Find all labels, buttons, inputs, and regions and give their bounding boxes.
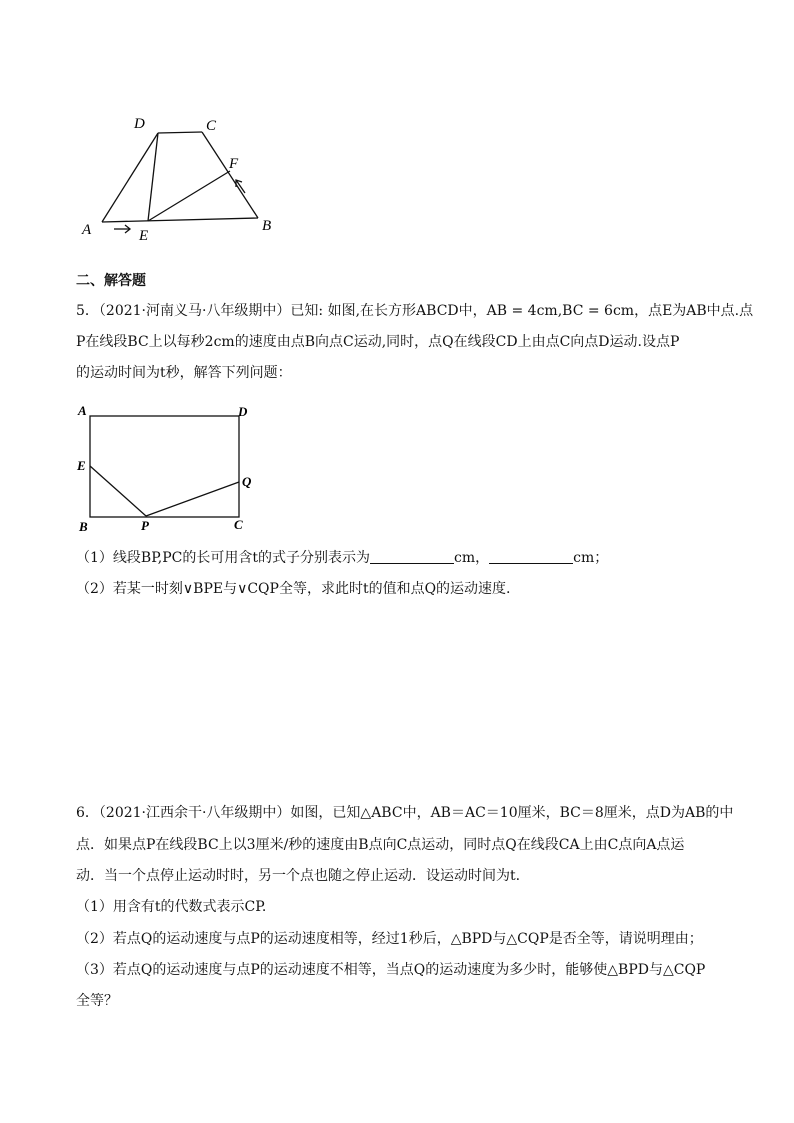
rectangle-figure <box>70 400 270 535</box>
q6-sub3b: 全等？ <box>76 993 118 1009</box>
q6-sub1: （1）用含有t的代数式表示CP. <box>76 899 267 915</box>
label-q: Q <box>242 474 252 489</box>
label-c: C <box>234 517 243 532</box>
q6-line2: 点．如果点P在线段BC上以3厘米/秒的速度由B点向C点运动，同时点Q在线段CA上由C点向A点运 <box>76 837 685 853</box>
q5-sub1 <box>76 547 608 569</box>
vertex-label-e: E <box>139 228 149 244</box>
vertex-label-b: B <box>262 218 272 234</box>
answer-blank-pc[interactable] <box>489 549 573 564</box>
q5-sub1-text: （1）线段BP,PC的长可用含t的式子分别表示为 <box>76 550 370 566</box>
q6-sub3: （3）若点Q的运动速度与点P的运动速度不相等，当点Q的运动速度为多少时，能够使△BPD与△CQP <box>76 962 706 978</box>
label-b: B <box>79 519 88 534</box>
q5-sub1-unit2: cm； <box>573 550 609 566</box>
vertex-label-f: F <box>229 156 239 172</box>
answer-blank-bp[interactable] <box>370 549 454 564</box>
label-p: P <box>141 518 149 533</box>
q5-line2: P在线段BC上以每秒2cm的速度由点B向点C运动,同时，点Q在线段CD上由点C向点D运动.设点P <box>76 334 680 350</box>
trapezoid-figure <box>70 105 290 250</box>
vertex-label-c: C <box>206 118 217 134</box>
vertex-label-d: D <box>134 116 145 132</box>
q5-line3: 的运动时间为t秒，解答下列问题： <box>76 365 292 381</box>
label-d: D <box>238 404 248 419</box>
q6-sub2: （2）若点Q的运动速度与点P的运动速度相等，经过1秒后，△BPD与△CQP是否全等，请说明理由； <box>76 931 703 947</box>
q6-line1: 6．（2021·江西余干·八年级期中）如图，已知△ABC中，AB＝AC＝10厘米，BC＝8厘米，点D为AB的中 <box>76 805 734 821</box>
q5-sub2: （2）若某一时刻∨BPE与∨CQP全等，求此时t的值和点Q的运动速度. <box>76 581 511 597</box>
section-heading: 二、解答题 <box>76 273 146 289</box>
label-e: E <box>77 458 86 473</box>
q6-line3: 动．当一个点停止运动时时，另一个点也随之停止运动．设运动时间为t. <box>76 868 521 884</box>
q5-sub1-unit1: cm， <box>454 550 490 566</box>
vertex-label-a: A <box>82 222 92 238</box>
q5-line1: 5．（2021·河南义马·八年级期中）已知: 如图,在长方形ABCD中，AB = 4cm,BC = 6cm，点E为AB中点.点 <box>76 303 754 319</box>
label-a: A <box>78 403 87 418</box>
